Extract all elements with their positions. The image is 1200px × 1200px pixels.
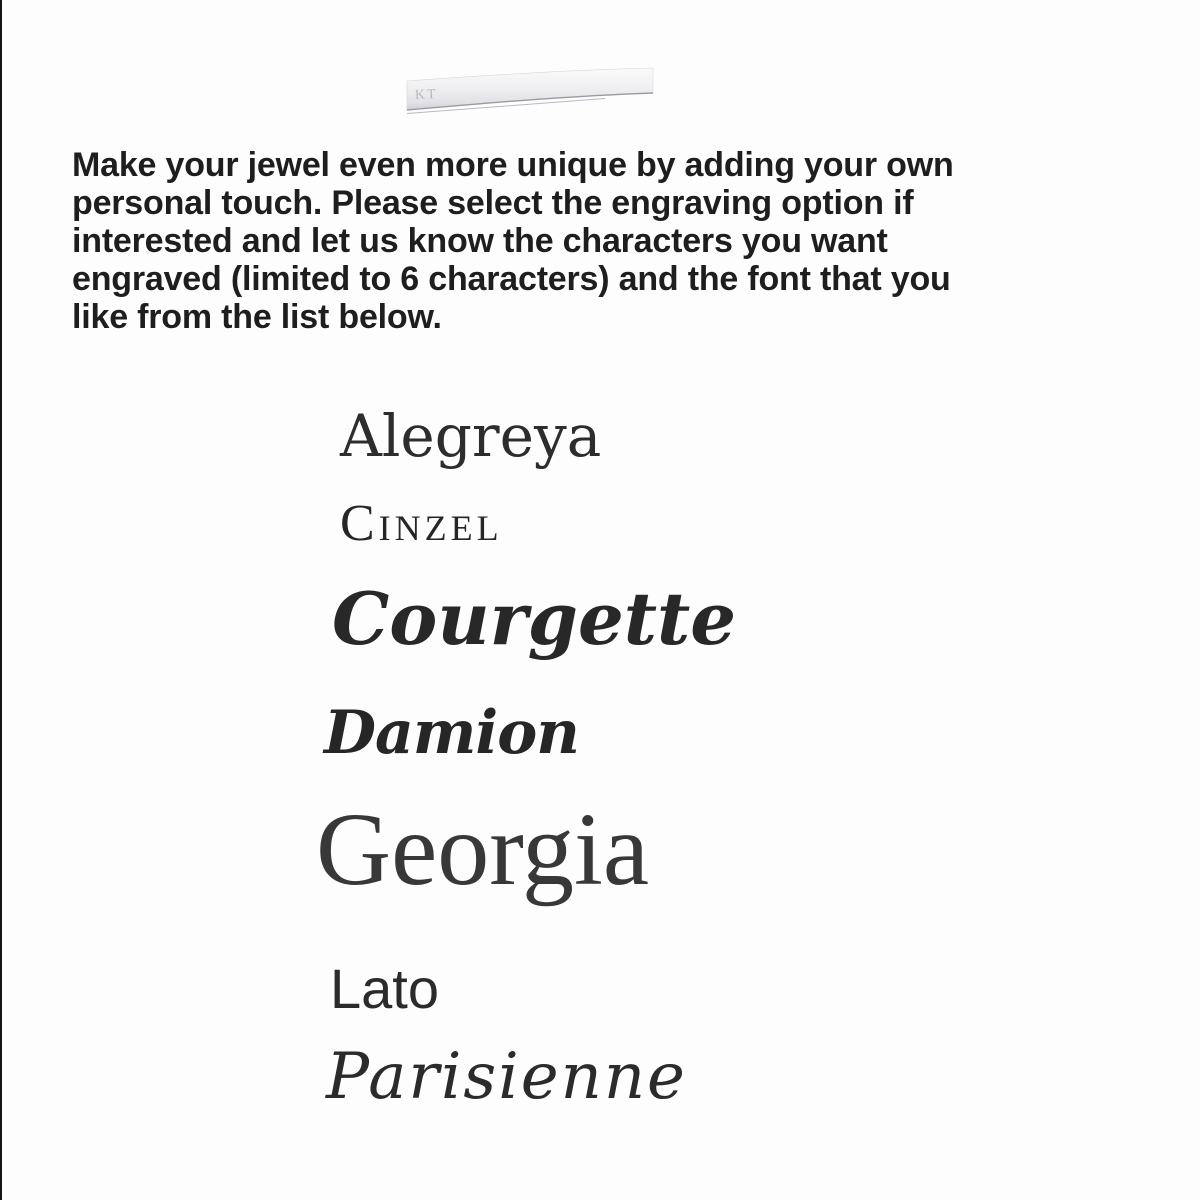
silver-bar-graphic [405, 64, 655, 116]
font-option-courgette: Courgette [332, 576, 737, 661]
intro-line: like from the list below. [72, 298, 442, 336]
intro-paragraph [72, 146, 1082, 336]
font-option-lato: Lato [330, 957, 439, 1020]
jewel-bar-image [405, 64, 655, 116]
intro-line: personal touch. Please select the engraving option if [72, 184, 914, 222]
font-option-georgia: Georgia [316, 792, 650, 907]
intro-line: Make your jewel even more unique by adding your own [72, 146, 954, 184]
font-option-cinzel: Cinzel [340, 495, 503, 552]
bar-engraving-text: KT [414, 87, 438, 103]
font-option-damion: Damion [324, 698, 579, 768]
font-option-parisienne: Parisienne [326, 1040, 687, 1114]
intro-line: interested and let us know the characters you want [72, 222, 888, 260]
left-edge-line [0, 0, 2, 1200]
font-option-alegreya: Alegreya [340, 402, 602, 470]
intro-line: engraved (limited to 6 characters) and the font that you [72, 260, 951, 298]
